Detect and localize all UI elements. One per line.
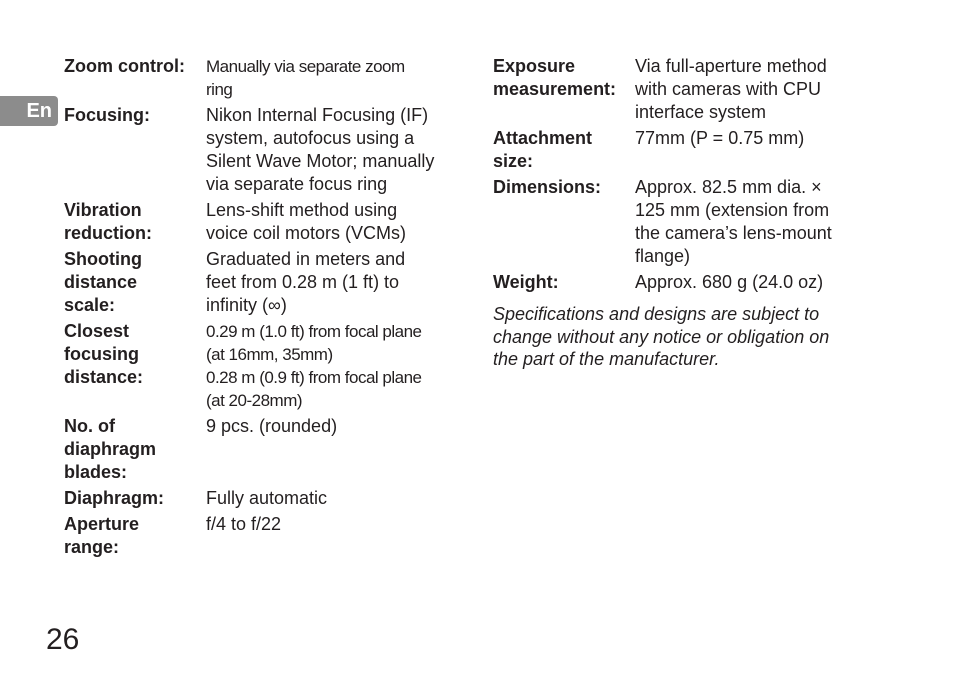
spec-value-line: Lens-shift method using [206,200,398,220]
spec-value [206,320,459,412]
spec-term: Diaphragm: [64,488,165,508]
disclaimer-line: change without any notice or obligation on [493,326,830,347]
spec-value-line: Manually via separate zoom [206,57,405,76]
spec-value-line: Silent Wave Motor; manually [206,151,435,171]
spec-row-diaphragm-blades [64,415,459,484]
spec-value-line: interface system [635,102,767,122]
spec-value [206,487,459,510]
page-number: 26 [46,623,80,656]
spec-value-line: with cameras with CPU [635,79,822,99]
spec-value-line: 0.28 m (0.9 ft) from focal plane [206,368,422,387]
spec-term: Zoom control: [64,56,185,76]
spec-row-zoom-control [64,55,459,101]
disclaimer-line: Specifications and designs are subject to [493,304,820,324]
spec-row-aperture-range [64,513,459,559]
spec-value [206,104,459,196]
language-tab: En [0,96,58,126]
spec-value-line: Graduated in meters and [206,249,406,269]
spec-value-line: (at 16mm, 35mm) [206,345,333,364]
spec-value-line: 9 pcs. (rounded) [206,416,338,436]
spec-value [635,55,893,124]
spec-row-shooting-distance-scale [64,248,459,317]
spec-row-dimensions [493,176,893,268]
spec-value-line: Nikon Internal Focusing (IF) [206,105,429,125]
spec-value [206,199,459,245]
spec-value-line: flange) [635,246,691,266]
spec-term: Exposure measurement: [493,56,617,99]
spec-value-line: 77mm (P = 0.75 mm) [635,128,805,148]
spec-value [206,415,459,484]
spec-value-line: the camera’s lens-mount [635,223,832,243]
spec-value [635,176,893,268]
spec-value-line: system, autofocus using a [206,128,415,148]
spec-row-focusing [64,104,459,196]
spec-value-line: via separate focus ring [206,174,388,194]
spec-value-line: ring [206,80,233,99]
spec-value-line: Via full-aperture method [635,56,827,76]
spec-value [635,271,893,294]
spec-row-attachment-size [493,127,893,173]
spec-term: No. of diaphragm blades: [64,416,157,482]
spec-list-right [493,55,893,371]
spec-value-line: Approx. 680 g (24.0 oz) [635,272,824,292]
spec-row-weight [493,271,893,294]
spec-value [206,248,459,317]
spec-term: Shooting distance scale: [64,249,142,315]
spec-value-line: Approx. 82.5 mm dia. × [635,177,822,197]
spec-value-line: infinity (∞) [206,295,287,315]
spec-value-line: f/4 to f/22 [206,514,282,534]
spec-term: Closest focusing distance: [64,321,144,387]
spec-value [206,513,459,559]
spec-row-diaphragm [64,487,459,510]
spec-value-line: voice coil motors (VCMs) [206,223,407,243]
spec-row-exposure-measurement [493,55,893,124]
spec-term: Focusing: [64,105,150,125]
spec-term: Dimensions: [493,177,602,197]
spec-term: Weight: [493,272,559,292]
disclaimer-line: the part of the manufacturer. [493,349,720,369]
spec-list-left [64,55,459,562]
spec-row-vibration-reduction [64,199,459,245]
disclaimer-note [493,303,893,371]
spec-value-line: feet from 0.28 m (1 ft) to [206,272,400,292]
spec-value-line: (at 20-28mm) [206,391,303,410]
spec-row-closest-focusing-distance [64,320,459,412]
spec-term: Aperture range: [64,514,140,557]
spec-value-line: 125 mm (extension from [635,200,830,220]
spec-value [635,127,893,173]
spec-value-line: Fully automatic [206,488,328,508]
spec-term: Vibration reduction: [64,200,152,243]
spec-value [206,55,459,101]
spec-term: Attachment size: [493,128,593,171]
spec-value-line: 0.29 m (1.0 ft) from focal plane [206,322,422,341]
